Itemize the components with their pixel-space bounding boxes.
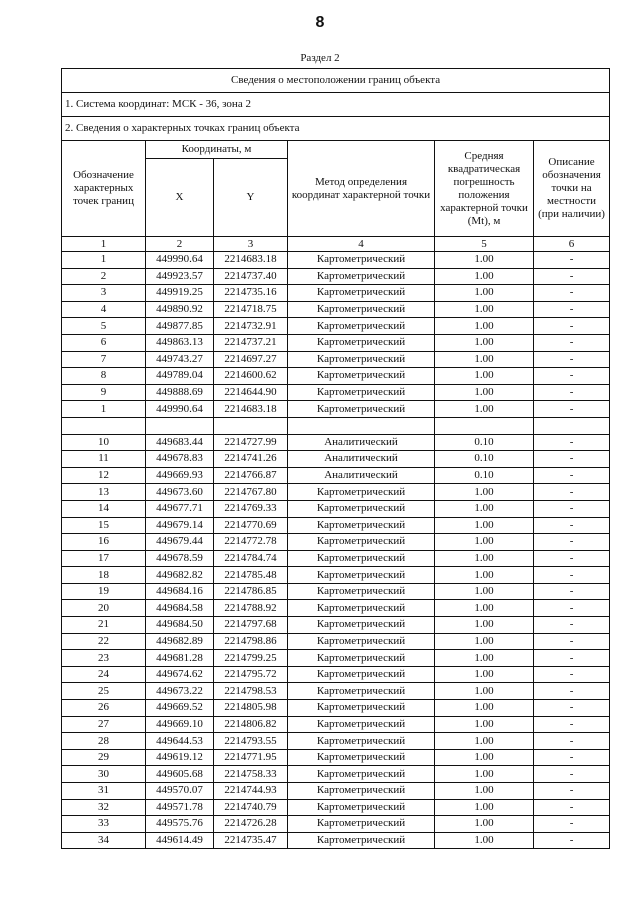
table-row (62, 783, 610, 800)
cell-x: 449877.85 (146, 318, 214, 335)
table-row (62, 484, 610, 501)
cell-description: - (534, 600, 610, 617)
cell-accuracy: 1.00 (435, 285, 534, 302)
cell-description: - (534, 534, 610, 551)
table-row (62, 384, 610, 401)
cell-accuracy: 1.00 (435, 500, 534, 517)
table-row (62, 517, 610, 534)
header-x: X (146, 159, 214, 237)
cell-description: - (534, 666, 610, 683)
cell-accuracy: 1.00 (435, 617, 534, 634)
cell-y: 2214737.40 (214, 268, 288, 285)
cell-y: 2214772.78 (214, 534, 288, 551)
table-row (62, 285, 610, 302)
cell-y: 2214785.48 (214, 567, 288, 584)
table-row (62, 301, 610, 318)
cell-x: 449919.25 (146, 285, 214, 302)
cell-accuracy: 1.00 (435, 368, 534, 385)
cell-accuracy: 0.10 (435, 434, 534, 451)
cell-description: - (534, 351, 610, 368)
cell-point-number: 13 (62, 484, 146, 501)
column-number: 5 (435, 237, 534, 252)
cell-point-number: 3 (62, 285, 146, 302)
cell-point-number: 27 (62, 716, 146, 733)
cell-y: 2214740.79 (214, 799, 288, 816)
cell-point-number: 1 (62, 252, 146, 269)
cell-method: Картометрический (288, 799, 435, 816)
cell-method: Картометрический (288, 384, 435, 401)
table-row (62, 550, 610, 567)
cell-x: 449683.44 (146, 434, 214, 451)
column-number: 3 (214, 237, 288, 252)
cell-method: Картометрический (288, 567, 435, 584)
table-row (62, 600, 610, 617)
column-number: 4 (288, 237, 435, 252)
cell-x: 449684.50 (146, 617, 214, 634)
cell-point-number: 24 (62, 666, 146, 683)
cell-x: 449923.57 (146, 268, 214, 285)
cell-method: Картометрический (288, 534, 435, 551)
cell-x: 449669.10 (146, 716, 214, 733)
cell-point-number: 14 (62, 500, 146, 517)
cell-x: 449669.93 (146, 467, 214, 484)
cell-accuracy: 0.10 (435, 451, 534, 468)
cell-point-number: 1 (62, 401, 146, 418)
cell-method: Картометрический (288, 318, 435, 335)
cell-method: Картометрический (288, 783, 435, 800)
cell-description: - (534, 733, 610, 750)
table-row (62, 700, 610, 717)
cell-x: 449678.59 (146, 550, 214, 567)
cell-y: 2214769.33 (214, 500, 288, 517)
cell-accuracy: 1.00 (435, 766, 534, 783)
cell-accuracy: 1.00 (435, 517, 534, 534)
cell-x (146, 417, 214, 434)
cell-method (288, 417, 435, 434)
cell-accuracy: 1.00 (435, 733, 534, 750)
cell-accuracy: 1.00 (435, 252, 534, 269)
cell-y: 2214726.28 (214, 816, 288, 833)
cell-description: - (534, 451, 610, 468)
cell-accuracy: 1.00 (435, 633, 534, 650)
cell-method: Картометрический (288, 749, 435, 766)
cell-point-number: 33 (62, 816, 146, 833)
cell-description: - (534, 334, 610, 351)
cell-point-number: 17 (62, 550, 146, 567)
cell-y: 2214758.33 (214, 766, 288, 783)
cell-description: - (534, 700, 610, 717)
cell-accuracy (435, 417, 534, 434)
cell-description: - (534, 301, 610, 318)
cell-method: Картометрический (288, 401, 435, 418)
cell-y: 2214770.69 (214, 517, 288, 534)
column-number: 1 (62, 237, 146, 252)
cell-y: 2214735.16 (214, 285, 288, 302)
cell-description: - (534, 799, 610, 816)
cell-accuracy: 1.00 (435, 351, 534, 368)
cell-point-number: 32 (62, 799, 146, 816)
cell-x: 449644.53 (146, 733, 214, 750)
cell-x: 449890.92 (146, 301, 214, 318)
cell-description: - (534, 832, 610, 849)
table-row (62, 434, 610, 451)
cell-point-number: 21 (62, 617, 146, 634)
cell-y: 2214644.90 (214, 384, 288, 401)
cell-y: 2214767.80 (214, 484, 288, 501)
cell-point-number: 19 (62, 583, 146, 600)
cell-point-number: 30 (62, 766, 146, 783)
cell-point-number (62, 417, 146, 434)
cell-method: Картометрический (288, 351, 435, 368)
cell-accuracy: 1.00 (435, 583, 534, 600)
cell-x: 449888.69 (146, 384, 214, 401)
cell-x: 449682.82 (146, 567, 214, 584)
cell-y: 2214788.92 (214, 600, 288, 617)
cell-accuracy: 1.00 (435, 666, 534, 683)
cell-point-number: 15 (62, 517, 146, 534)
cell-description: - (534, 268, 610, 285)
cell-x: 449674.62 (146, 666, 214, 683)
cell-point-number: 29 (62, 749, 146, 766)
cell-y: 2214766.87 (214, 467, 288, 484)
cell-method: Картометрический (288, 683, 435, 700)
cell-y: 2214799.25 (214, 650, 288, 667)
cell-point-number: 22 (62, 633, 146, 650)
cell-description: - (534, 467, 610, 484)
header-description: Описание обозначения точки на местности (при наличии) (534, 141, 610, 237)
cell-y: 2214683.18 (214, 252, 288, 269)
cell-accuracy: 1.00 (435, 716, 534, 733)
cell-description: - (534, 816, 610, 833)
cell-y: 2214798.53 (214, 683, 288, 700)
cell-x: 449677.71 (146, 500, 214, 517)
table-row (62, 617, 610, 634)
cell-x: 449789.04 (146, 368, 214, 385)
cell-x: 449990.64 (146, 401, 214, 418)
cell-description: - (534, 617, 610, 634)
cell-accuracy: 1.00 (435, 816, 534, 833)
cell-y: 2214727.99 (214, 434, 288, 451)
cell-description: - (534, 318, 610, 335)
page-number: 8 (315, 14, 325, 31)
cell-description: - (534, 401, 610, 418)
cell-point-number: 8 (62, 368, 146, 385)
cell-method: Картометрический (288, 650, 435, 667)
coord-system-line: 1. Система координат: МСК - 36, зона 2 (62, 93, 610, 117)
cell-x: 449684.58 (146, 600, 214, 617)
cell-description: - (534, 252, 610, 269)
cell-point-number: 25 (62, 683, 146, 700)
cell-point-number: 31 (62, 783, 146, 800)
cell-description: - (534, 766, 610, 783)
cell-method: Картометрический (288, 733, 435, 750)
cell-point-number: 12 (62, 467, 146, 484)
table-row (62, 318, 610, 335)
cell-point-number: 16 (62, 534, 146, 551)
cell-y: 2214744.93 (214, 783, 288, 800)
cell-point-number: 10 (62, 434, 146, 451)
cell-x: 449619.12 (146, 749, 214, 766)
cell-point-number: 34 (62, 832, 146, 849)
cell-method: Картометрический (288, 666, 435, 683)
cell-x: 449681.28 (146, 650, 214, 667)
cell-description: - (534, 384, 610, 401)
cell-y: 2214683.18 (214, 401, 288, 418)
cell-x: 449669.52 (146, 700, 214, 717)
cell-accuracy: 1.00 (435, 401, 534, 418)
cell-y: 2214797.68 (214, 617, 288, 634)
cell-description: - (534, 716, 610, 733)
cell-x: 449990.64 (146, 252, 214, 269)
cell-method: Картометрический (288, 766, 435, 783)
cell-description: - (534, 550, 610, 567)
cell-point-number: 23 (62, 650, 146, 667)
cell-point-number: 11 (62, 451, 146, 468)
cell-accuracy: 1.00 (435, 268, 534, 285)
cell-method: Картометрический (288, 832, 435, 849)
cell-x: 449684.16 (146, 583, 214, 600)
cell-point-number: 18 (62, 567, 146, 584)
cell-point-number: 6 (62, 334, 146, 351)
cell-x: 449614.49 (146, 832, 214, 849)
table-row (62, 500, 610, 517)
cell-description: - (534, 484, 610, 501)
cell-y: 2214806.82 (214, 716, 288, 733)
cell-description: - (534, 783, 610, 800)
cell-x: 449570.07 (146, 783, 214, 800)
table-row (62, 467, 610, 484)
cell-accuracy: 1.00 (435, 832, 534, 849)
cell-accuracy: 1.00 (435, 600, 534, 617)
cell-accuracy: 1.00 (435, 318, 534, 335)
table-row (62, 534, 610, 551)
cell-point-number: 4 (62, 301, 146, 318)
cell-x: 449743.27 (146, 351, 214, 368)
cell-y (214, 417, 288, 434)
cell-accuracy: 1.00 (435, 550, 534, 567)
cell-description: - (534, 583, 610, 600)
cell-method: Картометрический (288, 600, 435, 617)
table-row (62, 716, 610, 733)
cell-accuracy: 1.00 (435, 484, 534, 501)
cell-x: 449673.60 (146, 484, 214, 501)
cell-point-number: 2 (62, 268, 146, 285)
cell-y: 2214793.55 (214, 733, 288, 750)
cell-accuracy: 1.00 (435, 650, 534, 667)
cell-x: 449673.22 (146, 683, 214, 700)
cell-method: Картометрический (288, 617, 435, 634)
table-row (62, 417, 610, 434)
cell-description: - (534, 749, 610, 766)
cell-method: Картометрический (288, 301, 435, 318)
cell-y: 2214697.27 (214, 351, 288, 368)
table-row (62, 816, 610, 833)
cell-method: Картометрический (288, 517, 435, 534)
cell-accuracy: 1.00 (435, 334, 534, 351)
cell-y: 2214600.62 (214, 368, 288, 385)
cell-x: 449682.89 (146, 633, 214, 650)
table-row (62, 766, 610, 783)
cell-y: 2214771.95 (214, 749, 288, 766)
cell-method: Картометрический (288, 633, 435, 650)
cell-y: 2214786.85 (214, 583, 288, 600)
table-row (62, 401, 610, 418)
table-row (62, 749, 610, 766)
cell-method: Картометрический (288, 583, 435, 600)
cell-x: 449679.44 (146, 534, 214, 551)
table-title: Сведения о местоположении границ объекта (62, 69, 610, 93)
cell-method: Картометрический (288, 285, 435, 302)
cell-point-number: 26 (62, 700, 146, 717)
header-accuracy: Средняя квадратическая погрешность положения характерной точки (Mt), м (435, 141, 534, 237)
cell-method: Картометрический (288, 368, 435, 385)
cell-description: - (534, 633, 610, 650)
cell-description: - (534, 434, 610, 451)
header-method: Метод определения координат характерной точки (288, 141, 435, 237)
cell-method: Картометрический (288, 268, 435, 285)
cell-y: 2214784.74 (214, 550, 288, 567)
cell-accuracy: 1.00 (435, 534, 534, 551)
header-y: Y (214, 159, 288, 237)
cell-y: 2214798.86 (214, 633, 288, 650)
table-row (62, 268, 610, 285)
cell-x: 449571.78 (146, 799, 214, 816)
cell-accuracy: 1.00 (435, 301, 534, 318)
table-row (62, 252, 610, 269)
cell-method: Картометрический (288, 500, 435, 517)
column-number: 6 (534, 237, 610, 252)
cell-description: - (534, 500, 610, 517)
cell-description: - (534, 517, 610, 534)
cell-accuracy: 1.00 (435, 799, 534, 816)
cell-description: - (534, 683, 610, 700)
cell-point-number: 9 (62, 384, 146, 401)
cell-y: 2214718.75 (214, 301, 288, 318)
cell-method: Картометрический (288, 484, 435, 501)
cell-accuracy: 1.00 (435, 783, 534, 800)
table-row (62, 832, 610, 849)
cell-y: 2214795.72 (214, 666, 288, 683)
cell-y: 2214735.47 (214, 832, 288, 849)
table-row (62, 351, 610, 368)
cell-method: Картометрический (288, 550, 435, 567)
cell-description: - (534, 650, 610, 667)
cell-y: 2214732.91 (214, 318, 288, 335)
cell-point-number: 28 (62, 733, 146, 750)
cell-description (534, 417, 610, 434)
cell-description: - (534, 285, 610, 302)
table-row (62, 650, 610, 667)
table-row (62, 583, 610, 600)
cell-point-number: 5 (62, 318, 146, 335)
cell-method: Картометрический (288, 716, 435, 733)
cell-x: 449678.83 (146, 451, 214, 468)
cell-accuracy: 1.00 (435, 384, 534, 401)
points-table-body (62, 252, 610, 849)
table-row (62, 451, 610, 468)
table-row (62, 666, 610, 683)
cell-method: Аналитический (288, 467, 435, 484)
table-row (62, 368, 610, 385)
cell-accuracy: 1.00 (435, 567, 534, 584)
cell-method: Картометрический (288, 700, 435, 717)
points-heading: 2. Сведения о характерных точках границ объекта (62, 117, 610, 141)
table-row (62, 633, 610, 650)
cell-y: 2214737.21 (214, 334, 288, 351)
section-label: Раздел 2 (300, 52, 340, 64)
cell-method: Картометрический (288, 816, 435, 833)
header-point-designation: Обозначение характерных точек границ (62, 141, 146, 237)
cell-accuracy: 1.00 (435, 683, 534, 700)
table-row (62, 799, 610, 816)
column-numbers-row (62, 237, 610, 252)
boundary-points-table (61, 68, 610, 849)
cell-method: Картометрический (288, 334, 435, 351)
cell-x: 449605.68 (146, 766, 214, 783)
cell-description: - (534, 368, 610, 385)
cell-x: 449863.13 (146, 334, 214, 351)
table-row (62, 733, 610, 750)
table-row (62, 567, 610, 584)
cell-method: Аналитический (288, 434, 435, 451)
cell-point-number: 7 (62, 351, 146, 368)
cell-accuracy: 1.00 (435, 749, 534, 766)
cell-accuracy: 1.00 (435, 700, 534, 717)
table-row (62, 334, 610, 351)
cell-method: Картометрический (288, 252, 435, 269)
cell-y: 2214741.26 (214, 451, 288, 468)
cell-y: 2214805.98 (214, 700, 288, 717)
cell-x: 449575.76 (146, 816, 214, 833)
cell-description: - (534, 567, 610, 584)
column-number: 2 (146, 237, 214, 252)
table-row (62, 683, 610, 700)
header-coordinates: Координаты, м (146, 141, 288, 159)
cell-x: 449679.14 (146, 517, 214, 534)
cell-accuracy: 0.10 (435, 467, 534, 484)
cell-method: Аналитический (288, 451, 435, 468)
cell-point-number: 20 (62, 600, 146, 617)
